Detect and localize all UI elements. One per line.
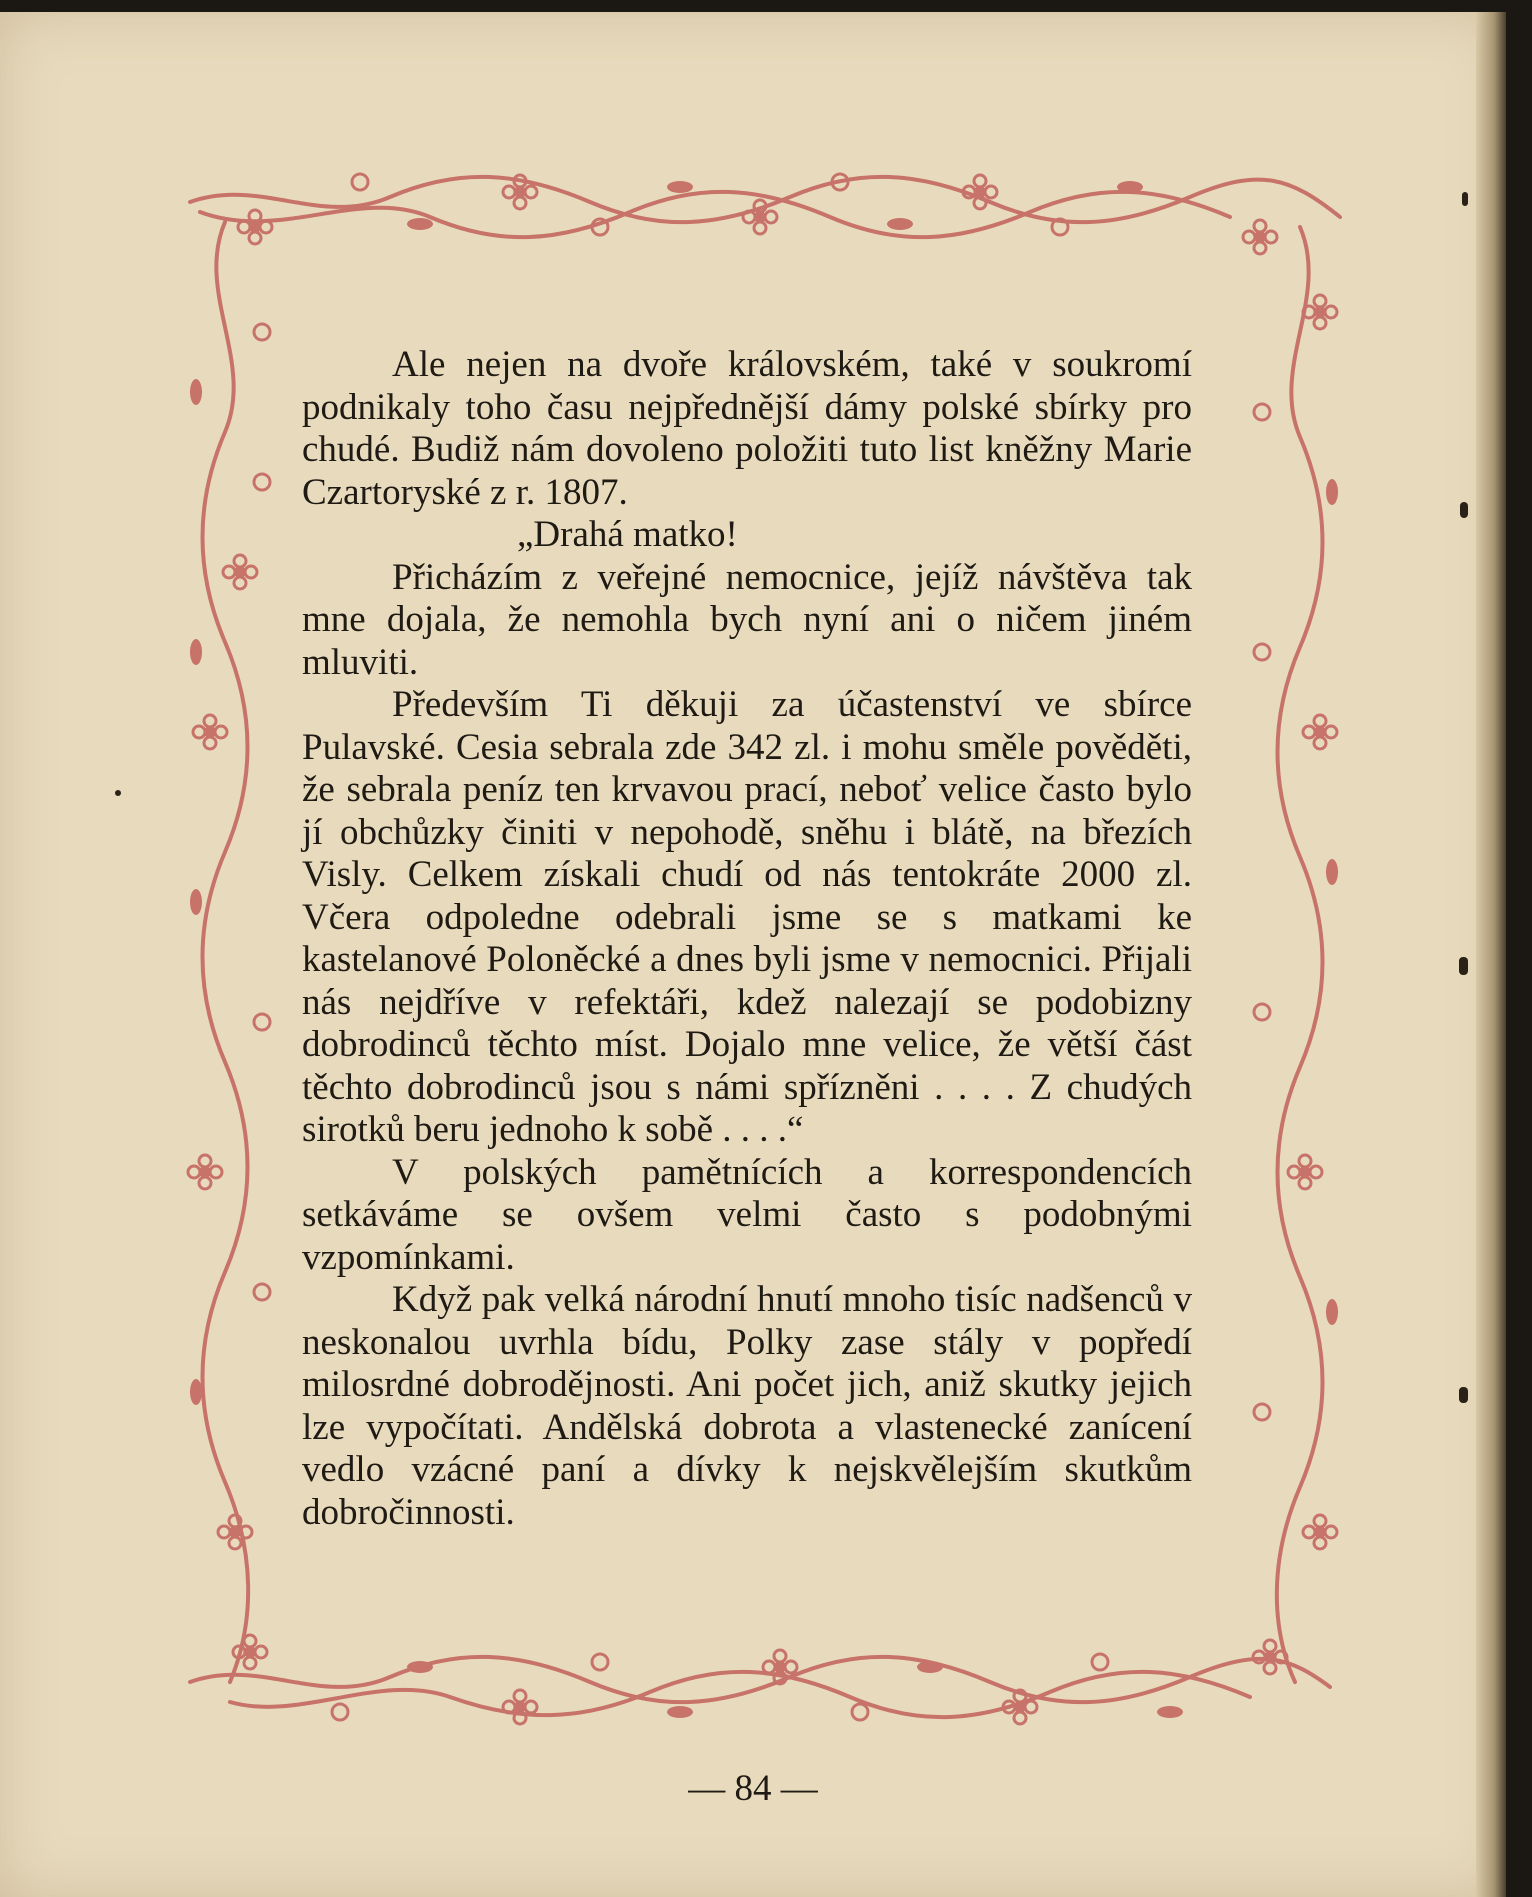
margin-mark [1462, 192, 1468, 206]
book-page [0, 12, 1506, 1897]
page-fold-shadow [1476, 12, 1506, 1897]
margin-mark [1459, 1387, 1468, 1403]
paragraph: Ale nejen na dvoře královském, také v soukromí podnikaly toho času nejpřednější dámy polské sbírky pro chudé. Budiž nám dovoleno položiti tuto list kněžny Marie Czartoryské z r. 1807. [302, 344, 1192, 513]
paragraph: Přicházím z veřejné nemocnice, jejíž návštěva tak mne dojala, že nemohla bych nyní ani o ničem jiném mluviti. [302, 556, 1192, 683]
margin-mark [1459, 957, 1468, 975]
paragraph: V polských pamětnících a korrespondencích setkáváme se ovšem velmi často s podobnými vzpomínkami. [302, 1151, 1192, 1278]
body-text [302, 344, 1192, 1534]
letter-salutation: „Drahá matko! [517, 514, 738, 555]
margin-mark [1460, 502, 1468, 518]
paragraph: Když pak velká národní hnutí mnoho tisíc nadšenců v neskonalou uvrhla bídu, Polky zase stály v popředí milosrdné dobrodějnosti. Ani počet jich, aniž skutky jejich lze vypočítati. Andělská dobrota a vlastenecké zanícení vedlo vzácné paní a dívky k nejskvělejším skutkům dobročinnosti. [302, 1279, 1192, 1533]
page-number: — 84 — [688, 1768, 818, 1809]
margin-mark [115, 790, 121, 796]
paragraph: Především Ti děkuji za účastenství ve sbírce Pulavské. Cesia sebrala zde 342 zl. i mohu směle pověděti, že sebrala peníz ten krvavou prací, neboť velice často bylo jí obchůzky činiti v nepohodě, sněhu i blátě, na březích Visly. Celkem získali chudí od nás tentokráte 2000 zl. Včera odpoledne odebrali jsme se s matkami ke kastelanové Poloněcké a dnes byli jsme v nemocnici. Přijali nás nejdříve v refektáři, kdež nalezají se podobizny dobrodinců těchto míst. Dojalo mne velice, že větší část těchto dobrodinců jsou s námi spřízněni . . . . Z chudých sirotků beru jednoho k sobě . . . .“ [302, 684, 1192, 1150]
